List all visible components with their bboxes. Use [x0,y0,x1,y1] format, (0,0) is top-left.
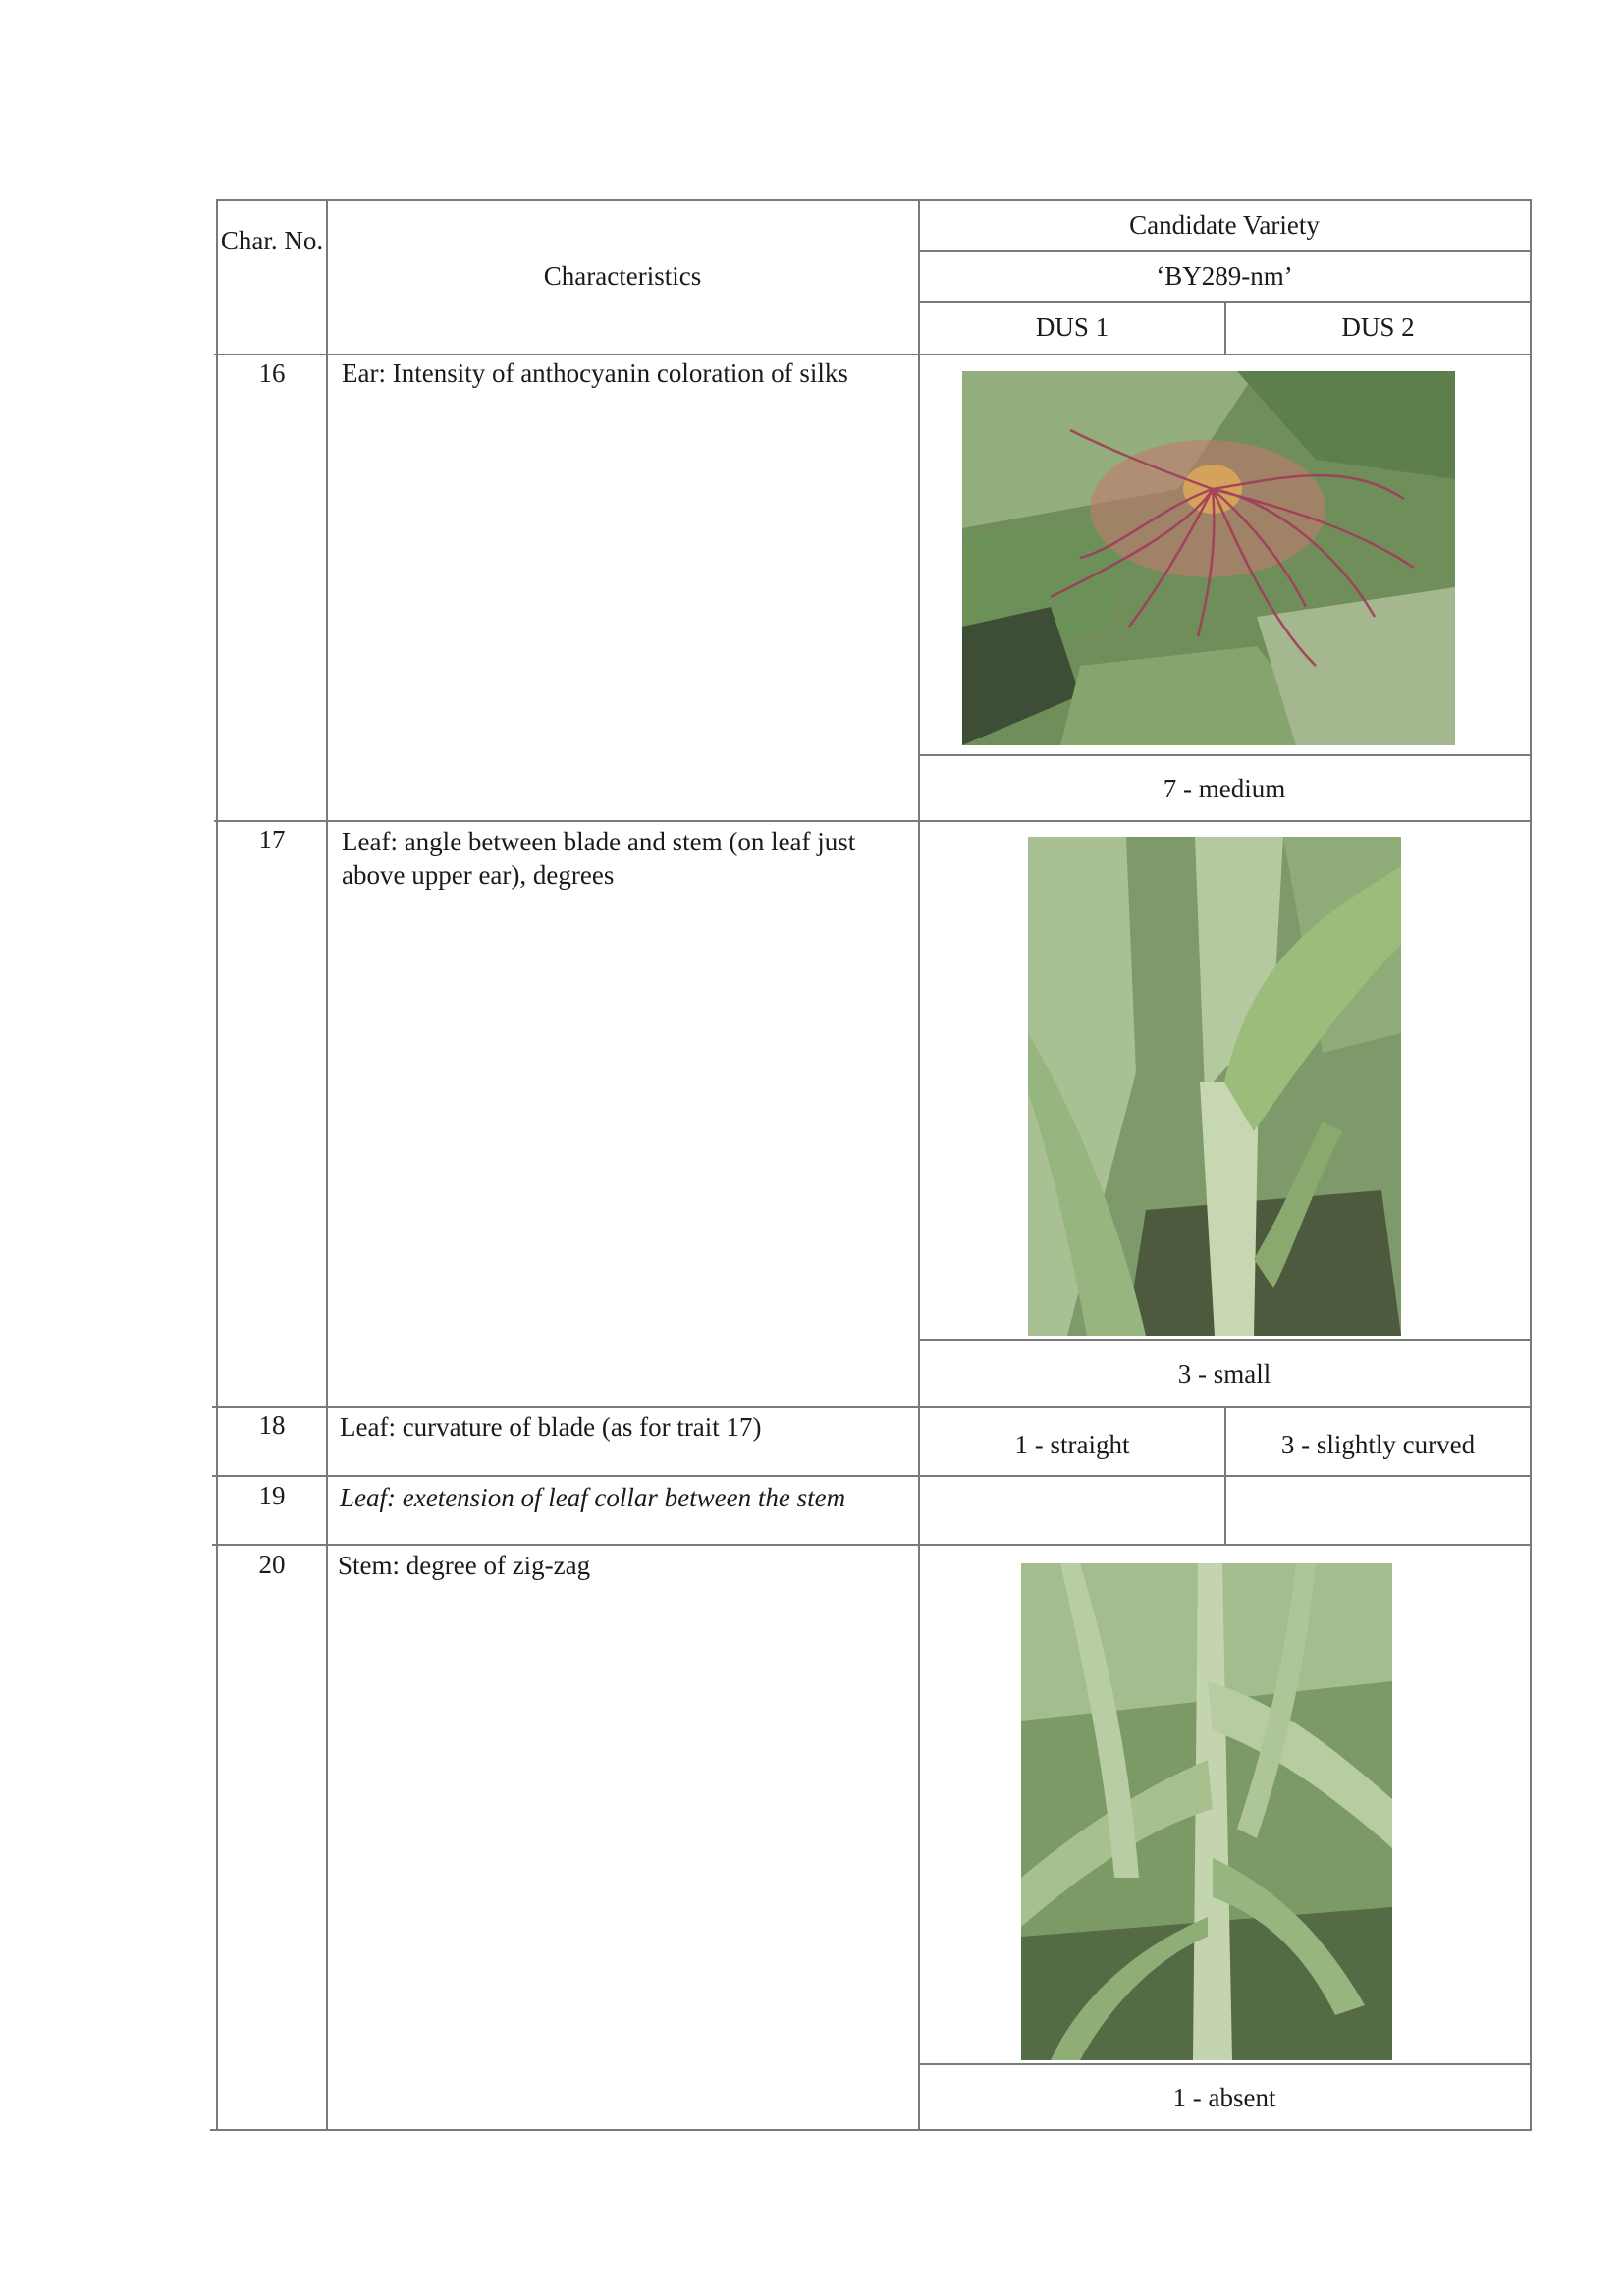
row-18-characteristic: Leaf: curvature of blade (as for trait 17) [340,1412,762,1442]
row-17-characteristic: Leaf: angle between blade and stem (on leaf just above upper ear), degrees [342,827,856,890]
table-rule [212,1406,1532,1408]
table-rule [214,820,1532,822]
table-rule [212,1475,1532,1477]
header-dus1: DUS 1 [1035,312,1109,342]
row-16-number: 16 [258,358,286,388]
row-20-characteristic: Stem: degree of zig-zag [338,1551,591,1580]
header-dus2: DUS 2 [1341,312,1415,342]
row-20-result: 1 - absent [1172,2083,1276,2112]
header-variety-name: ‘BY289-nm’ [1156,261,1293,291]
maize-silks-photo [962,371,1455,745]
table-border-left [216,199,218,2129]
row-19-number: 19 [258,1481,286,1510]
row-19-characteristic: Leaf: exetension of leaf collar between the stem [340,1483,846,1512]
table-rule [214,354,1532,355]
table-border-right [1530,199,1532,2129]
row-20-number: 20 [258,1550,286,1579]
table-border-top [216,199,1532,201]
table-rule [918,250,1532,252]
row-16-characteristic: Ear: Intensity of anthocyanin coloration of silks [342,358,848,388]
row-18-number: 18 [258,1410,286,1440]
leaf-angle-photo [1028,837,1401,1336]
table-rule [918,2063,1532,2065]
table-border-bottom [210,2129,1532,2131]
header-char-no: Char. No. [220,226,324,255]
maize-stem-photo [1021,1563,1392,2060]
table-rule [212,1544,1532,1546]
table-column-divider [1224,1406,1226,1544]
row-16-result: 7 - medium [1163,774,1286,803]
header-characteristics: Characteristics [543,261,702,291]
header-candidate-variety: Candidate Variety [1129,210,1320,240]
table-column-divider [918,199,920,2129]
row-17-number: 17 [258,825,286,854]
table-rule [918,1339,1532,1341]
row-17-result: 3 - small [1177,1359,1271,1389]
table-column-divider [326,199,328,2129]
row-18-dus2: 3 - slightly curved [1280,1430,1476,1459]
row-18-dus1: 1 - straight [1014,1430,1130,1459]
table-rule [918,754,1532,756]
